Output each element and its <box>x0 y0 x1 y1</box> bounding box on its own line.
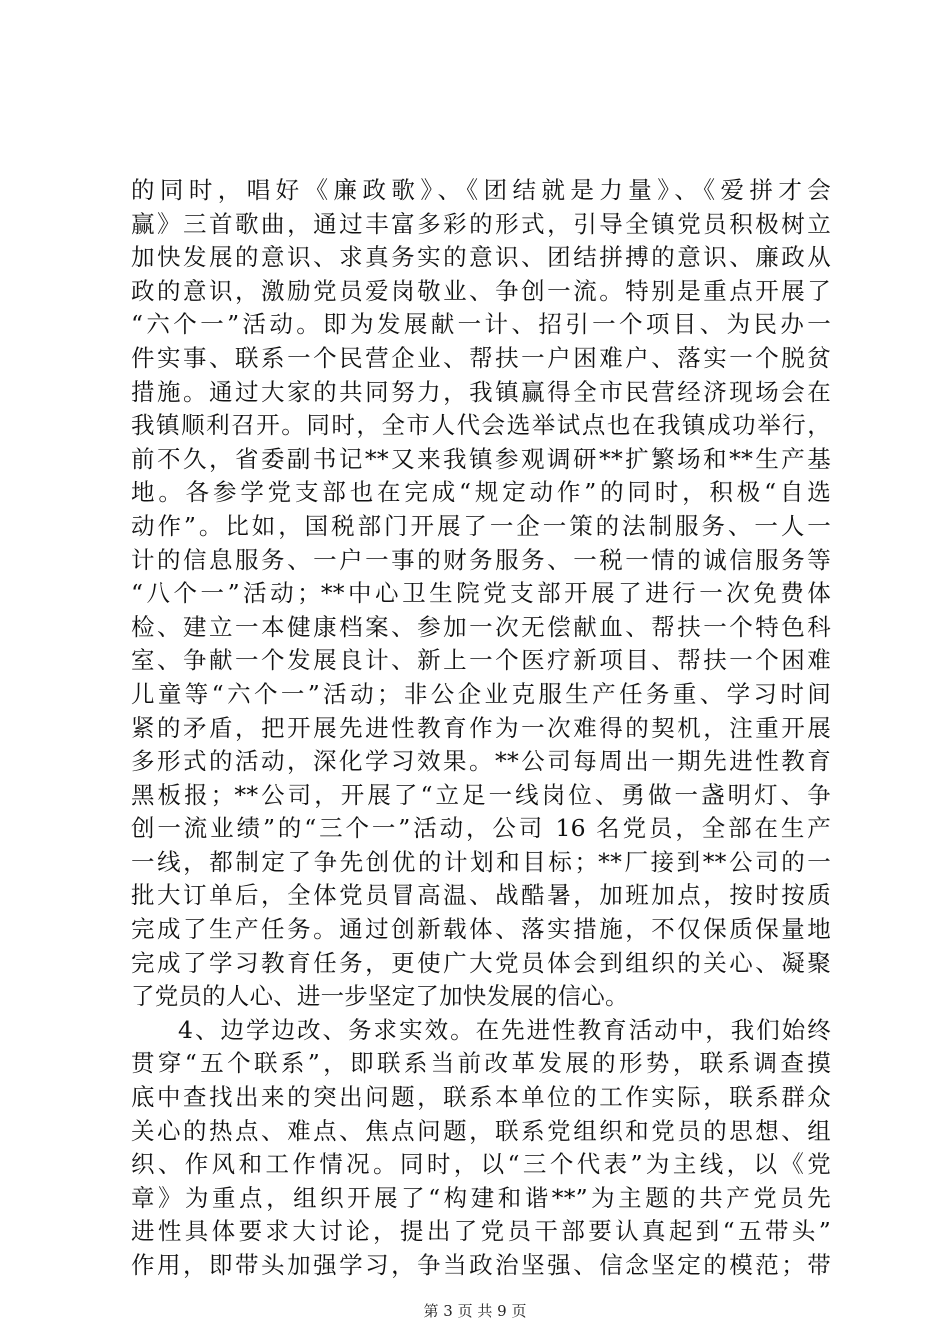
text-line: 件实事、联系一个民营企业、帮扶一户困难户、落实一个脱贫 <box>131 343 831 372</box>
text-line: 一线，都制定了争先创优的计划和目标；**厂接到**公司的一 <box>131 847 831 876</box>
text-line: 黑板报；**公司，开展了“立足一线岗位、勇做一盏明灯、争 <box>131 780 831 809</box>
page-number-footer: 第 3 页 共 9 页 <box>423 1302 527 1320</box>
text-line: 完成了学习教育任务，更使广大党员体会到组织的关心、凝聚 <box>131 948 831 977</box>
text-line: 章》为重点，组织开展了“构建和谐**”为主题的共产党员先 <box>131 1183 831 1212</box>
text-line: 进性具体要求大讨论，提出了党员干部要认真起到“五带头” <box>131 1217 831 1246</box>
text-line: 政的意识，激励党员爱岗敬业、争创一流。特别是重点开展了 <box>131 276 831 305</box>
text-line: 室、争献一个发展良计、新上一个医疗新项目、帮扶一个困难 <box>131 646 831 675</box>
text-line: 地。各参学党支部也在完成“规定动作”的同时，积极“自选 <box>131 478 831 507</box>
text-line: 动作”。比如，国税部门开展了一企一策的法制服务、一人一 <box>131 511 831 540</box>
text-line: 赢》三首歌曲，通过丰富多彩的形式，引导全镇党员积极树立 <box>131 209 831 238</box>
text-line: 批大订单后，全体党员冒高温、战酷暑，加班加点，按时按质 <box>131 881 831 910</box>
paragraph-1 <box>131 174 831 1014</box>
text-line: “六个一”活动。即为发展献一计、招引一个项目、为民办一 <box>131 310 831 339</box>
text-line: 计的信息服务、一户一事的财务服务、一税一情的诚信服务等 <box>131 545 831 574</box>
text-line: 创一流业绩”的“三个一”活动，公司 16 名党员，全部在生产 <box>131 814 831 843</box>
text-line: 加快发展的意识、求真务实的意识、团结拼搏的意识、廉政从 <box>131 243 831 272</box>
text-line: 我镇顺利召开。同时，全市人代会选举试点也在我镇成功举行， <box>131 411 831 440</box>
text-line: 织、作风和工作情况。同时，以“三个代表”为主线，以《党 <box>131 1150 831 1179</box>
text-line: 底中查找出来的突出问题，联系本单位的工作实际，联系群众 <box>131 1083 831 1112</box>
text-line: 4、边学边改、务求实效。在先进性教育活动中，我们始终 <box>178 1015 831 1044</box>
text-line: 完成了生产任务。通过创新载体、落实措施，不仅保质保量地 <box>131 915 831 944</box>
text-line: 贯穿“五个联系”，即联系当前改革发展的形势，联系调查摸 <box>131 1049 831 1078</box>
text-line: 作用，即带头加强学习，争当政治坚强、信念坚定的模范；带 <box>131 1251 831 1279</box>
text-line: 了党员的人心、进一步坚定了加快发展的信心。 <box>131 982 629 1011</box>
text-line: “八个一”活动；**中心卫生院党支部开展了进行一次免费体 <box>131 579 831 608</box>
text-line: 儿童等“六个一”活动；非公企业克服生产任务重、学习时间 <box>131 679 831 708</box>
text-line: 检、建立一本健康档案、参加一次无偿献血、帮扶一个特色科 <box>131 612 831 641</box>
text-line: 的同时，唱好《廉政歌》、《团结就是力量》、《爱拼才会 <box>131 176 831 204</box>
text-line: 措施。通过大家的共同努力，我镇赢得全市民营经济现场会在 <box>131 377 831 406</box>
page-body <box>131 174 831 1283</box>
text-line: 多形式的活动，深化学习效果。**公司每周出一期先进性教育 <box>131 747 831 776</box>
paragraph-2 <box>131 1014 831 1283</box>
text-line: 前不久，省委副书记**又来我镇参观调研**扩繁场和**生产基 <box>131 444 831 473</box>
text-line: 关心的热点、难点、焦点问题，联系党组织和党员的思想、组 <box>131 1116 831 1145</box>
text-line: 紧的矛盾，把开展先进性教育作为一次难得的契机，注重开展 <box>131 713 831 742</box>
